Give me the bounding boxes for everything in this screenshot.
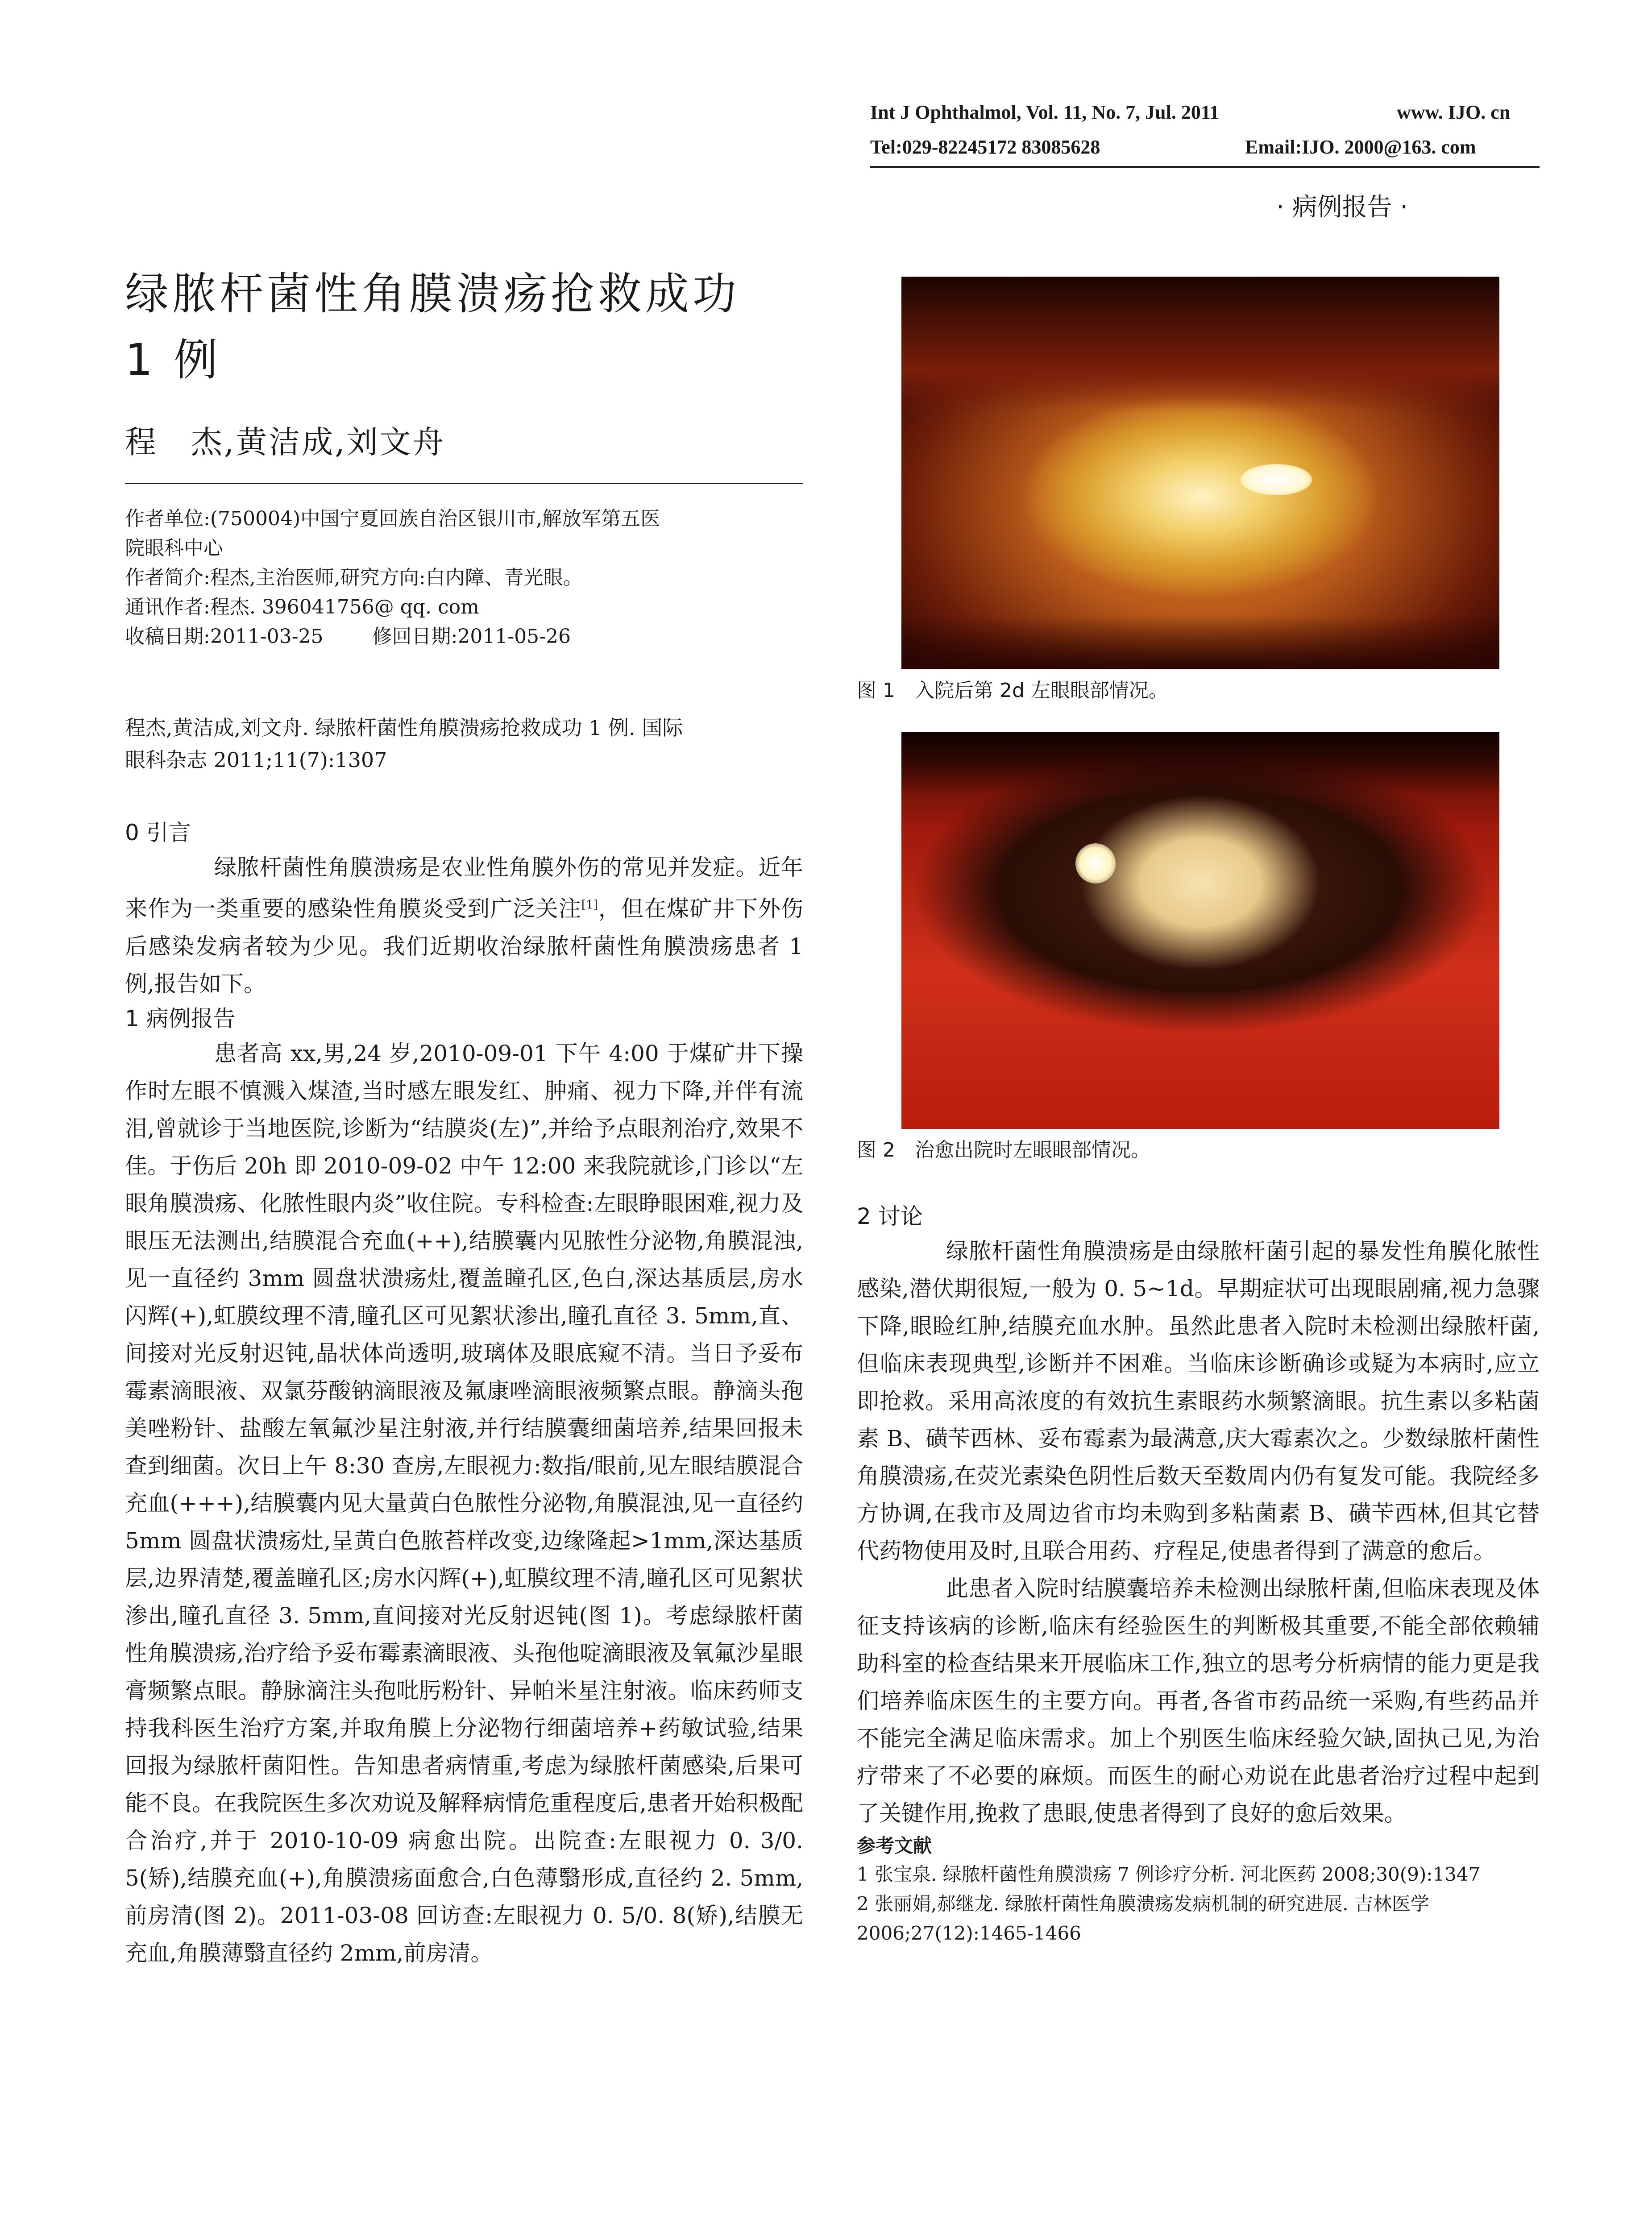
author-bio: 作者简介:程杰,主治医师,研究方向:白内障、青光眼。 xyxy=(125,566,583,589)
dates xyxy=(125,622,821,651)
affiliation-line1: 作者单位:(750004)中国宁夏回族自治区银川市,解放军第五医 xyxy=(125,507,660,530)
figure-2-caption: 图 2 治愈出院时左眼眼部情况。 xyxy=(857,1139,1150,1161)
journal-website: www. IJO. cn xyxy=(1397,101,1511,123)
section-heading-discussion: 2 讨论 xyxy=(857,1203,923,1229)
author-list: 程 杰,黄洁成,刘文舟 xyxy=(125,424,446,460)
citation-line2: 眼科杂志 2011;11(7):1307 xyxy=(125,748,387,772)
affiliation-line2: 院眼科中心 xyxy=(125,537,223,560)
header-rule xyxy=(870,166,1540,168)
title-rule xyxy=(125,483,803,484)
references-heading: 参考文献 xyxy=(857,1835,932,1857)
article-title-line2: 1 例 xyxy=(125,335,221,386)
correspondence: 通讯作者:程杰. 396041756@ qq. com xyxy=(125,596,479,618)
intro-text-a: 绿脓杆菌性角膜溃疡是农业性角膜外伤的常见并发症。近年来作为一类重要的感染性角膜炎受到广泛关注 xyxy=(125,854,803,922)
article-title-line1: 绿脓杆菌性角膜溃疡抢救成功 xyxy=(125,269,740,319)
fig2-corneal-reflection xyxy=(1075,843,1116,883)
fig1-upper-lid xyxy=(901,277,1499,411)
reference-2: 2 张丽娟,郝继龙. 绿脓杆菌性角膜溃疡发病机制的研究进展. 吉林医学 2006;27(12):1465-1466 xyxy=(857,1893,1429,1944)
section-heading-case-report: 1 病例报告 xyxy=(125,1005,236,1032)
section-label: · 病例报告 · xyxy=(1276,193,1408,222)
figure-1-caption: 图 1 入院后第 2d 左眼眼部情况。 xyxy=(857,679,1168,702)
section-heading-introduction: 0 引言 xyxy=(125,820,191,846)
discussion-paragraph-2: 此患者入院时结膜囊培养未检测出绿脓杆菌,但临床表现及体征支持该病的诊断,临床有经验医生的判断极其重要,不能全部依赖辅助科室的检查结果来开展临床工作,独立的思考分析病情的能力更是我们培养临床医生的主要方向。再者,各省市药品统一采购,有些药品并不能完全满足临床需求。加上个别医生临床经验欠缺,固执己见,为治疗带来了不必要的麻烦。而医生的耐心劝说在此患者治疗过程中起到了关键作用,挽救了患眼,使患者得到了良好的愈后效果。 xyxy=(857,1576,1540,1826)
citation-line1: 程杰,黄洁成,刘文舟. 绿脓杆菌性角膜溃疡抢救成功 1 例. 国际 xyxy=(125,716,683,740)
figure-1-photo xyxy=(901,277,1499,669)
fig2-upper-shadow xyxy=(901,732,1499,794)
discussion-paragraph-1: 绿脓杆菌性角膜溃疡是由绿脓杆菌引起的暴发性角膜化脓性感染,潜伏期很短,一般为 0. 5~1d。早期症状可出现眼剧痛,视力急骤下降,眼睑红肿,结膜充血水肿。虽然此患者入院时未检测出绿脓杆菌,但临床表现典型,诊断并不困难。当临床诊断确诊或疑为本病时,应立即抢救。采用高浓度的有效抗生素眼药水频繁滴眼。抗生素以多粘菌素 B、磺苄西林、妥布霉素为最满意,庆大霉素次之。少数绿脓杆菌性角膜溃疡,在荧光素染色阴性后数天至数周内仍有复发可能。我院经多方协调,在我市及周边省市均未购到多粘菌素 B、磺苄西林,但其它替代药物使用及时,且联合用药、疗程足,使患者得到了满意的愈后。 xyxy=(857,1238,1540,1564)
right-column xyxy=(857,1200,1540,1948)
citation-block xyxy=(125,712,821,776)
revised-date: 修回日期:2011-05-26 xyxy=(372,625,571,648)
reference-1: 1 张宝泉. 绿脓杆菌性角膜溃疡 7 例诊疗分析. 河北医药 2008;30(9):1347 xyxy=(857,1863,1481,1885)
intro-text-b: ，但在煤矿井下外伤后感染发病者较为少见。我们近期收治绿脓杆菌性角膜溃疡患者 1 例,报告如下。 xyxy=(125,896,804,997)
introduction-paragraph xyxy=(125,849,803,1003)
journal-email: Email:IJO. 2000@163. com xyxy=(1245,136,1476,158)
received-date: 收稿日期:2011-03-25 xyxy=(125,625,324,648)
citation-superscript: [1] xyxy=(581,898,598,912)
figure-2-photo xyxy=(901,732,1499,1129)
author-metadata xyxy=(125,504,821,651)
left-column xyxy=(125,817,803,1972)
case-report-paragraph: 患者高 xx,男,24 岁,2010-09-01 下午 4:00 于煤矿井下操作时左眼不慎溅入煤渣,当时感左眼发红、肿痛、视力下降,并伴有流泪,曾就诊于当地医院,诊断为“结膜炎(左)”,并给予点眼剂治疗,效果不佳。于伤后 20h 即 2010-09-02 中午 12:00 来我院就诊,门诊以“左眼角膜溃疡、化脓性眼内炎”收住院。专科检查:左眼睁眼困难,视力及眼压无法测出,结膜混合充血(++),结膜囊内见脓性分泌物,角膜混浊,见一直径约 3mm 圆盘状溃疡灶,覆盖瞳孔区,色白,深达基质层,房水闪辉(+),虹膜纹理不清,瞳孔区可见絮状渗出,瞳孔直径 3. 5mm,直、间接对光反射迟钝,晶状体尚透明,玻璃体及眼底窥不清。当日予妥布霉素滴眼液、双氯芬酸钠滴眼液及氟康唑滴眼液频繁点眼。静滴头孢美唑粉针、盐酸左氧氟沙星注射液,并行结膜囊细菌培养,结果回报未查到细菌。次日上午 8:30 查房,左眼视力:数指/眼前,见左眼结膜混合充血(+++),结膜囊内见大量黄白色脓性分泌物,角膜混浊,见一直径约 5mm 圆盘状溃疡灶,呈黄白色脓苔样改变,边缘隆起>1mm,深达基质层,边界清楚,覆盖瞳孔区;房水闪辉(+),虹膜纹理不清,瞳孔区可见絮状渗出,瞳孔直径 3. 5mm,直间接对光反射迟钝(图 1)。考虑绿脓杆菌性角膜溃疡,治疗给予妥布霉素滴眼液、头孢他啶滴眼液及氧氟沙星眼膏频繁点眼。静脉滴注头孢吡肟粉针、异帕米星注射液。临床药师支持我科医生治疗方案,并取角膜上分泌物行细菌培养+药敏试验,结果回报为绿脓杆菌阳性。告知患者病情重,考虑为绿脓杆菌感染,后果可能不良。在我院医生多次劝说及解释病情危重程度后,患者开始积极配合治疗,并于 2010-10-09 病愈出院。出院查:左眼视力 0. 3/0. 5(矫),结膜充血(+),角膜溃疡面愈合,白色薄翳形成,直径约 2. 5mm,前房清(图 2)。2011-03-08 回访查:左眼视力 0. 5/0. 8(矫),结膜无充血,角膜薄翳直径约 2mm,前房清。 xyxy=(125,1040,803,1966)
article-title xyxy=(125,261,821,393)
fig1-corneal-reflection xyxy=(1241,464,1312,495)
journal-citation-header: Int J Ophthalmol, Vol. 11, No. 7, Jul. 2011 xyxy=(870,101,1220,123)
fig1-lower-shadow xyxy=(901,616,1499,669)
journal-telephone: Tel:029-82245172 83085628 xyxy=(870,136,1100,158)
